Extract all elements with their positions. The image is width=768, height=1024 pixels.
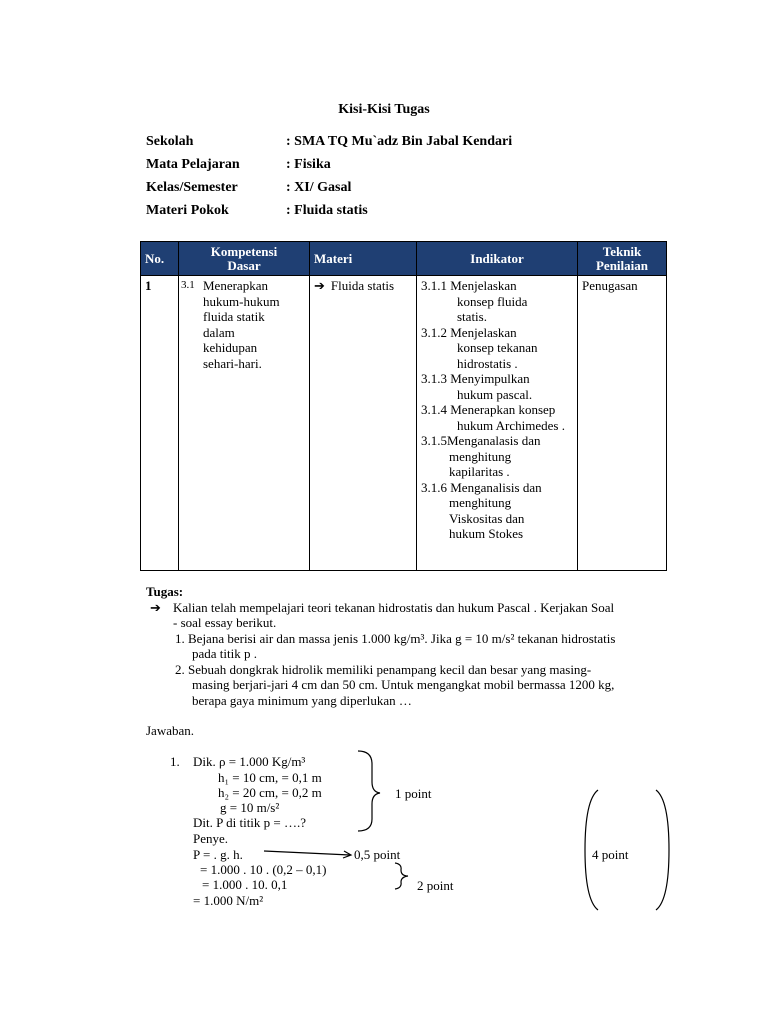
point-label-05: 0,5 point bbox=[354, 847, 401, 862]
tugas-intro-line1: Kalian telah mempelajari teori tekanan hidrostatis dan hukum Pascal . Kerjakan Soal bbox=[173, 600, 615, 615]
cell-teknik: Penugasan bbox=[578, 276, 667, 571]
point-label-4: 4 point bbox=[592, 847, 629, 862]
jawaban-heading: Jawaban. bbox=[146, 723, 195, 738]
paren-right-icon bbox=[656, 790, 669, 910]
answer-dit: Dit. P di titik p = ….? bbox=[193, 815, 307, 830]
question-2-line2: masing berjari-jari 4 cm dan 50 cm. Untuk mengangkat mobil bermassa 1200 kg, bbox=[192, 677, 615, 692]
indikator-line: hukum Archimedes . bbox=[457, 417, 565, 433]
indikator-line: hukum Stokes bbox=[449, 526, 524, 541]
tugas-intro-line2: - soal essay berikut. bbox=[173, 615, 277, 630]
header-no: No. bbox=[141, 242, 179, 276]
brace-right-icon bbox=[358, 751, 380, 831]
meta-value-mapel: : Fisika bbox=[286, 157, 331, 172]
materi-text: Fluida statis bbox=[330, 278, 395, 293]
meta-value-materi: : Fluida statis bbox=[286, 203, 368, 218]
question-2-line3: berapa gaya minimum yang diperlukan … bbox=[192, 693, 412, 708]
indikator-line: 3.1.5Menganalasis dan bbox=[421, 433, 541, 448]
tugas-heading: Tugas: bbox=[146, 584, 184, 599]
indikator-line: konsep tekanan bbox=[457, 340, 538, 355]
answer-g: g = 10 m/s² bbox=[220, 800, 280, 815]
indikator-line: kapilaritas . bbox=[449, 464, 510, 479]
header-indikator: Indikator bbox=[417, 242, 578, 276]
point-label-1: 1 point bbox=[395, 786, 432, 801]
indikator-line: hidrostatis . bbox=[457, 355, 518, 371]
indikator-line: 3.1.4 Menerapkan konsep bbox=[421, 402, 556, 417]
indikator-line: 3.1.3 Menyimpulkan bbox=[421, 371, 530, 386]
header-teknik-label: Teknik Penilaian bbox=[595, 243, 648, 273]
indikator-line: Viskositas dan bbox=[449, 510, 525, 526]
meta-label-sekolah: Sekolah bbox=[146, 134, 194, 149]
answer-penye: Penye. bbox=[193, 831, 229, 846]
arrow-right-icon: ➔ bbox=[150, 600, 161, 615]
answer-h2: h₂ = 20 cm, = 0,2 m bbox=[218, 785, 322, 800]
answer-step2: = 1.000 . 10. 0,1 bbox=[202, 877, 288, 892]
point-label-2: 2 point bbox=[417, 878, 454, 893]
meta-label-materi: Materi Pokok bbox=[146, 203, 229, 218]
paren-left-icon bbox=[585, 790, 598, 910]
answer-number: 1. bbox=[170, 754, 180, 769]
brace-small-icon bbox=[395, 863, 408, 889]
indikator-line: 3.1.6 Menganalisis dan bbox=[421, 479, 542, 495]
indikator-line: 3.1.2 Menjelaskan bbox=[421, 324, 517, 340]
answer-step1: = 1.000 . 10 . (0,2 – 0,1) bbox=[200, 862, 327, 877]
kd-text: Menerapkan hukum-hukum fluida statik dalam kehidupan sehari-hari. bbox=[203, 278, 280, 371]
document-title: Kisi-Kisi Tugas bbox=[338, 102, 430, 117]
answer-formula: P = . g. h. bbox=[193, 847, 243, 862]
indikator-line: menghitung bbox=[449, 448, 512, 464]
kd-number: 3.1 bbox=[181, 279, 195, 291]
answer-h1: h₁ = 10 cm, = 0,1 m bbox=[218, 770, 322, 785]
meta-value-kelas: : XI/ Gasal bbox=[286, 180, 352, 195]
question-2-line1: 2. Sebuah dongkrak hidrolik memiliki penampang kecil dan besar yang masing- bbox=[175, 662, 592, 677]
indikator-line: menghitung bbox=[449, 495, 512, 510]
meta-value-sekolah: : SMA TQ Mu`adz Bin Jabal Kendari bbox=[286, 134, 513, 149]
meta-label-kelas: Kelas/Semester bbox=[146, 180, 238, 195]
indikator-line: hukum pascal. bbox=[457, 386, 533, 402]
arrow-right-icon: ➔ bbox=[314, 278, 325, 293]
meta-label-mapel: Mata Pelajaran bbox=[146, 157, 240, 172]
indikator-line: statis. bbox=[457, 309, 487, 324]
header-kompetensi-label: Kompetensi Dasar bbox=[210, 243, 278, 273]
question-1-line1: 1. Bejana berisi air dan massa jenis 1.000 kg/m³. Jika g = 10 m/s² tekanan hidrostatis bbox=[175, 631, 616, 646]
answer-result: = 1.000 N/m² bbox=[193, 893, 264, 908]
cell-no: 1 bbox=[141, 276, 179, 571]
indikator-line: konsep fluida bbox=[457, 293, 528, 309]
indikator-line: 3.1.1 Menjelaskan bbox=[421, 278, 517, 293]
answer-dik: Dik. ρ = 1.000 Kg/m³ bbox=[193, 754, 306, 769]
question-1-line2: pada titik p . bbox=[192, 646, 257, 661]
header-materi: Materi bbox=[310, 242, 417, 276]
arrow-line-icon bbox=[264, 851, 350, 855]
